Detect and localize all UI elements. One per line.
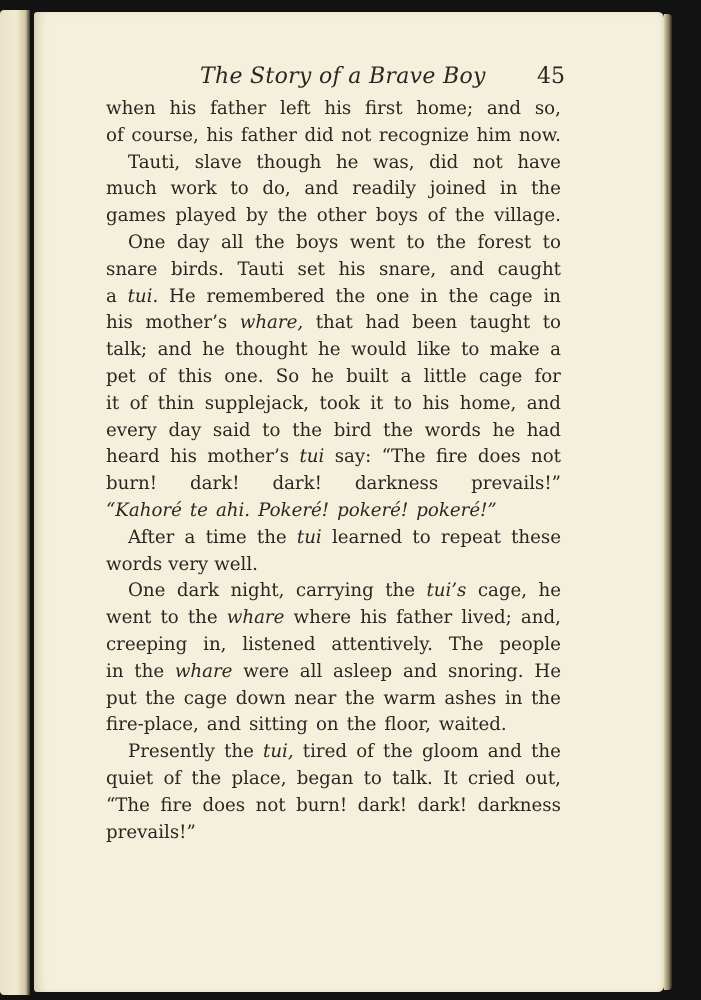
body-text [106,96,561,846]
word: waited. [438,714,507,736]
text-line [106,391,561,418]
word: snare [106,258,158,280]
word: of [129,392,148,414]
word: fire [160,794,192,816]
word: sitting [248,714,308,736]
word: creeping [106,633,188,655]
text-line [106,498,561,525]
word: and [449,258,484,280]
word: talk; [106,339,148,361]
word: listened [242,633,316,655]
word: his [206,124,234,146]
word: tui’s [426,580,467,602]
word: near [294,687,337,709]
word: attentively. [331,633,433,655]
text-line [106,552,561,579]
word: “The [381,446,426,468]
word: one [376,285,410,307]
word: say: [334,446,372,468]
word: in [504,687,523,709]
word: this [177,365,213,387]
word: him [476,124,512,146]
word: he [202,339,225,361]
page-number: 45 [537,64,565,89]
word: took [319,392,360,414]
word: ahi. [215,499,251,521]
word: he [318,339,341,361]
word: were [243,660,290,682]
word: Tauti [237,258,284,280]
word: been [412,312,458,334]
word: his [422,392,450,414]
word: set [297,258,325,280]
word: people [499,633,561,655]
word: to [461,339,480,361]
text-line [106,766,561,793]
word: well. [214,553,258,575]
word: did [304,124,334,146]
word: the [531,687,561,709]
word: course, [131,124,199,146]
text-line [106,203,561,230]
text-line [106,471,561,498]
word: of [427,205,446,227]
word: learned [331,526,403,548]
word: the [383,419,413,441]
word: went [106,607,152,629]
word: He [534,660,561,682]
facing-page-edge [0,10,30,995]
word: cage, [477,580,528,602]
word: taught [469,312,531,334]
word: Presently [128,741,215,763]
word: did [429,151,459,173]
text-line [106,659,561,686]
word: tui [299,446,325,468]
word: and [157,339,192,361]
word: Tauti, [128,151,181,173]
word: place, [231,767,287,789]
word: went [349,231,396,253]
word: a [106,285,117,307]
word: whare [226,607,285,629]
word: the [224,741,254,763]
word: Pokeré! [258,499,330,521]
word: caught [497,258,561,280]
word: words [424,419,481,441]
word: fire [435,446,468,468]
word: to [262,419,281,441]
word: would [351,339,407,361]
word: in [106,660,124,682]
word: One [128,580,166,602]
word: and [486,98,522,119]
word: to [160,607,179,629]
text-line [106,230,561,257]
word: and, [520,607,561,629]
word: and [526,392,561,414]
word: when [106,98,156,119]
word: “The [106,794,150,816]
word: father [240,124,297,146]
text-line [106,96,561,123]
word: had [526,419,561,441]
word: not [255,794,286,816]
word: asleep [333,660,393,682]
word: the [191,767,222,789]
word: do, [262,178,291,200]
word: in [499,178,518,200]
word: every [106,419,157,441]
word: one. [224,365,264,387]
word: remembered [206,285,325,307]
word: little [423,365,467,387]
text-line [106,820,561,847]
word: very [168,553,209,575]
word: village. [494,205,561,227]
word: his [360,607,388,629]
text-line [106,793,561,820]
word: first [365,98,403,119]
text-line [106,605,561,632]
word: whare, [239,312,304,334]
word: it [106,392,120,414]
word: readily [352,178,417,200]
word: and [487,741,522,763]
word: all [221,231,244,253]
word: like [417,339,451,361]
word: to [542,231,561,253]
word: burn! [106,473,158,495]
word: to [406,231,425,253]
word: home, [459,392,517,414]
word: burn! [296,794,348,816]
text-line [106,444,561,471]
word: the [385,580,415,602]
word: tui, [263,741,294,763]
word: supplejack, [204,392,310,414]
word: all [299,660,323,682]
word: words [106,553,163,575]
word: and [402,660,438,682]
word: boys [296,231,339,253]
word: dark! [272,473,322,495]
word: his [106,312,133,334]
word: lived; [461,607,512,629]
word: So [275,365,300,387]
word: After [128,526,175,548]
text-line [106,578,561,605]
word: the [134,660,165,682]
word: bird [333,419,372,441]
word: that [315,312,353,334]
word: it [370,392,384,414]
text-line [106,632,561,659]
word: the [277,205,308,227]
word: warm [383,687,436,709]
word: The [448,633,484,655]
word: now. [519,124,561,146]
word: time [205,526,247,548]
word: he [311,365,334,387]
word: mother’s [207,446,290,468]
word: played [175,205,237,227]
word: snare, [379,258,437,280]
word: so, [534,98,561,119]
word: heard [106,446,160,468]
word: left [280,98,311,119]
word: cage [478,365,523,387]
word: the [383,741,413,763]
word: the [344,687,375,709]
word: in, [203,633,227,655]
word: whare [174,660,233,682]
word: repeat [440,526,501,548]
word: where [293,607,352,629]
word: on [315,714,339,736]
text-line [106,337,561,364]
word: darkness [354,473,439,495]
word: cage [183,687,228,709]
word: the [292,419,322,441]
word: though [256,151,322,173]
text-line [106,150,561,177]
word: does [202,794,246,816]
word: the [454,205,485,227]
word: to [363,767,382,789]
word: recognize [378,124,470,146]
word: built [346,365,389,387]
word: home; [416,98,474,119]
word: the [254,231,285,253]
word: fire-place, [106,714,199,736]
word: a [550,339,561,361]
word: thought [235,339,308,361]
word: not [472,151,503,173]
word: It [443,767,458,789]
word: ashes [444,687,497,709]
word: birds. [170,258,224,280]
word: dark! [357,794,408,816]
word: much [106,178,157,200]
word: father [396,607,453,629]
word: He [169,285,196,307]
word: slave [194,151,242,173]
word: “Kahoré [106,499,182,521]
word: had [365,312,400,334]
word: he [492,419,516,441]
word: by [245,205,268,227]
word: dark [176,580,220,602]
word: the [531,741,561,763]
word: te [189,499,208,521]
word: of [106,124,124,146]
word: prevails!” [471,473,561,495]
word: joined [429,178,487,200]
text-line [106,123,561,150]
word: day [176,231,210,253]
word: tui [296,526,322,548]
word: cage [489,285,533,307]
word: talk. [392,767,433,789]
word: for [534,365,561,387]
running-title: The Story of a Brave Boy [200,64,486,89]
word: and [304,178,339,200]
word: of [356,741,374,763]
word: out, [525,767,561,789]
word: of [147,365,166,387]
text-line [106,176,561,203]
text-line [106,739,561,766]
word: his [169,98,197,119]
word: night, [230,580,285,602]
text-line [106,284,561,311]
word: tired [302,741,348,763]
word: down [235,687,286,709]
word: these [511,526,561,548]
word: to [393,392,413,414]
word: have [517,151,561,173]
word: quiet [106,767,154,789]
word: said [212,419,251,441]
word: to [230,178,249,200]
word: not [530,446,561,468]
word: forest [477,231,532,253]
word: the [436,231,467,253]
text-line [106,686,561,713]
word: his [170,446,197,468]
word: in [420,285,438,307]
word: began [296,767,354,789]
word: dark! [417,794,468,816]
word: in [543,285,561,307]
word: the [256,526,287,548]
word: games [106,205,166,227]
word: pokeré! [337,499,409,521]
word: of [163,767,182,789]
word: day [168,419,202,441]
word: does [477,446,521,468]
text-line [106,364,561,391]
word: darkness [477,794,561,816]
word: other [316,205,367,227]
word: boys [375,205,418,227]
word: gloom [421,741,479,763]
page-fore-edge [664,14,672,990]
word: the [335,285,366,307]
word: father [210,98,267,119]
word: snoring. [447,660,524,682]
text-line [106,310,561,337]
word: the [346,714,377,736]
word: the [187,607,218,629]
word: a [184,526,196,548]
word: not [341,124,372,146]
word: prevails!” [106,821,196,843]
word: was, [373,151,415,173]
word: a [400,365,412,387]
word: mother’s [145,312,228,334]
word: to [412,526,431,548]
word: and [206,714,241,736]
word: tui. [127,285,159,307]
word: floor, [384,714,431,736]
word: he [335,151,359,173]
word: his [324,98,352,119]
word: pet [106,365,136,387]
text-line [106,257,561,284]
word: make [489,339,540,361]
word: put [106,687,137,709]
word: pokeré!” [416,499,497,521]
word: the [448,285,479,307]
running-head [70,64,565,100]
text-line [106,525,561,552]
word: work [170,178,217,200]
word: his [338,258,366,280]
word: carrying [295,580,374,602]
word: he [538,580,561,602]
word: the [531,178,561,200]
word: thin [157,392,195,414]
word: dark! [190,473,240,495]
text-line [106,712,561,739]
word: cried [467,767,515,789]
word: One [128,231,166,253]
word: to [542,312,561,334]
text-line [106,418,561,445]
word: the [145,687,176,709]
